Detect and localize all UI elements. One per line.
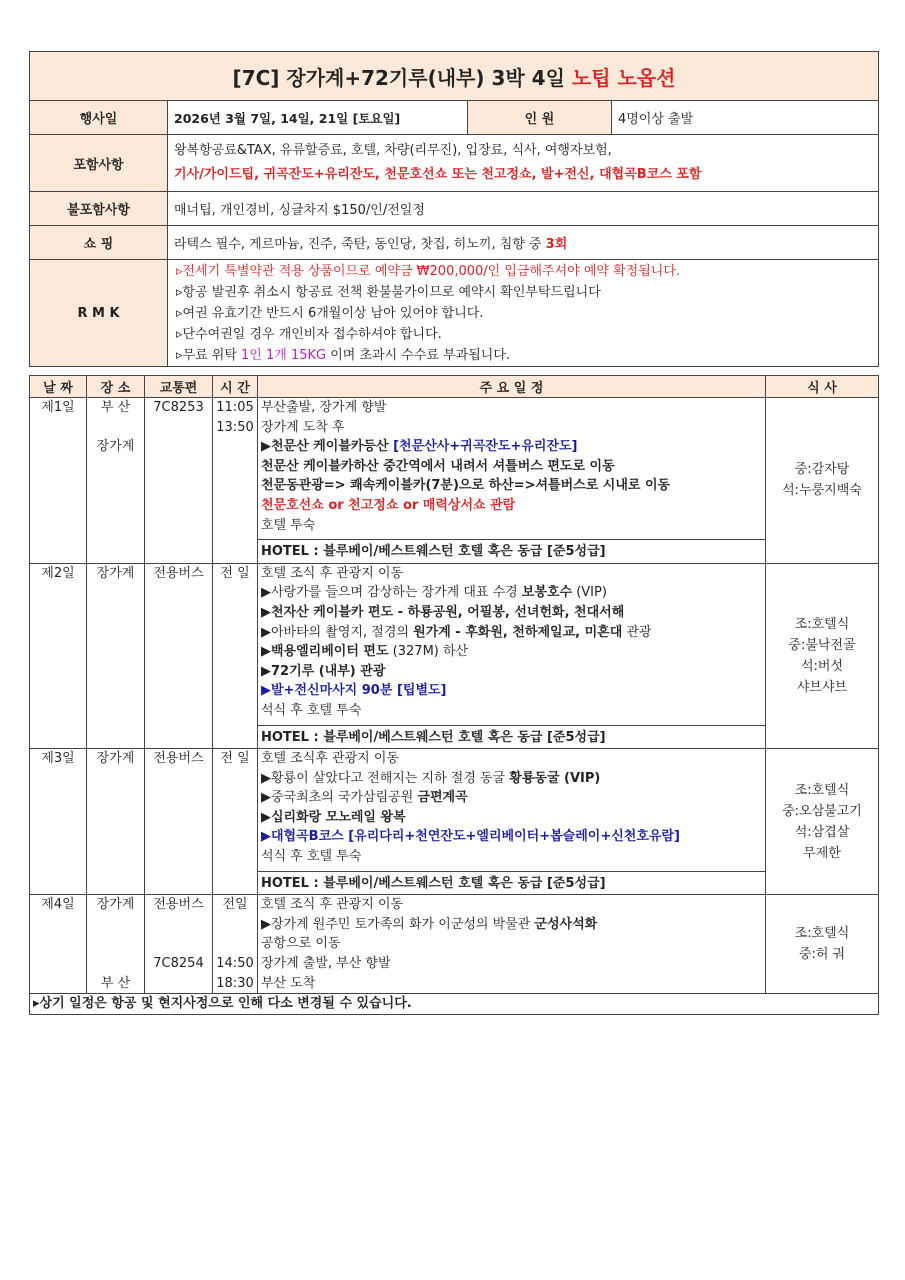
- day-4-row: [30, 895, 879, 994]
- day-2-place: 장가계: [87, 563, 145, 748]
- day-3-meal-breakfast: 조:호텔식: [794, 782, 850, 798]
- day-3-meal-lunch: 중:오삼불고기: [782, 803, 862, 819]
- day-1-line-3a: ▶천문산 케이블카등산: [261, 439, 394, 455]
- rmk-line-1: ▹전세기 특별약관 적용 상품이므로 예약금 ₩200,000/인 입금해주셔야 예약 확정됩니다.: [176, 263, 681, 279]
- day-4-line-2: [261, 915, 762, 935]
- day-3-hotel: HOTEL : 블루베이/베스트웨스턴 호텔 혹은 동급 [준5성급]: [258, 871, 765, 895]
- day-1-line-7: 호텔 투숙: [261, 517, 316, 533]
- rmk-line-4: ▹단수여권일 경우 개인비자 접수하셔야 합니다.: [176, 326, 442, 342]
- date-value: 2026년 3월 7일, 14일, 21일 [토요일]: [168, 101, 468, 135]
- day-2-meal: [766, 563, 879, 748]
- header-transport: 교통편: [145, 376, 213, 398]
- day-3-line-2a: ▶황룡이 살았다고 전해지는 지하 절경 동굴: [261, 770, 510, 786]
- day-3-line-5: ▶대협곡B코스 [유리다리+천연잔도+엘리베이터+봅슬레이+신천호유람]: [261, 829, 680, 845]
- day-4-time-allday: 전일: [222, 897, 248, 913]
- day-3-transport: 전용버스: [145, 749, 213, 895]
- day-3-place: 장가계: [87, 749, 145, 895]
- day-2-time: 전 일: [213, 563, 258, 748]
- day-2-meal-dinner: 석:버섯: [800, 658, 844, 674]
- day-4-meal-lunch: 중:허 궈: [798, 947, 846, 963]
- day-1-place: [87, 398, 145, 564]
- day-3-line-6: 석식 후 호텔 투숙: [261, 849, 362, 865]
- rmk-line-2: ▹항공 발권후 취소시 항공료 전책 환불불가이므로 예약시 확인부탁드립니다: [176, 284, 601, 300]
- day-3-line-1: 호텔 조식후 관광지 이동: [261, 751, 399, 767]
- day-4-line-4: 장가계 출발, 부산 향발: [261, 956, 391, 972]
- include-value: [168, 135, 879, 192]
- info-table: [29, 51, 879, 367]
- day-1-row: [30, 398, 879, 564]
- day-1-line-3b: [천문산사+귀곡잔도+유리잔도]: [393, 439, 578, 455]
- day-4-transport-flight: 7C8254: [153, 956, 204, 972]
- include-line-1: 왕복항공료&TAX, 유류할증료, 호텔, 차량(리무진), 입장료, 식사, 여행자보험,: [174, 143, 612, 158]
- day-2-line-5: [261, 642, 762, 662]
- day-4-meal: [766, 895, 879, 994]
- day-3-meal-dinner-2: 무제한: [803, 845, 841, 861]
- include-line-2: 기사/가이드팁, 귀곡잔도+유리잔도, 천문호선쇼 또는 천고정쇼, 발+전신, 대협곡B코스 포함: [174, 167, 702, 182]
- day-1-time-arrive: 13:50: [216, 419, 254, 435]
- day-2-line-3: ▶천자산 케이블카 편도 - 하룡공원, 어필봉, 선녀헌화, 천대서해: [261, 604, 625, 620]
- rmk-label: R M K: [30, 260, 168, 367]
- day-1-time: [213, 398, 258, 564]
- day-3-row: [30, 749, 879, 895]
- day-2-line-6: ▶72기루 (내부) 관광: [261, 663, 386, 679]
- shopping-label: 쇼 핑: [30, 226, 168, 260]
- exclude-value: 매너팁, 개인경비, 싱글차지 $150/인/전일정: [168, 192, 879, 226]
- day-4-time-arrive: 18:30: [216, 975, 254, 991]
- shopping-list: 라텍스 필수, 게르마늄, 진주, 죽탄, 동인당, 찻집, 히노끼, 침향 중: [174, 237, 542, 252]
- day-1-line-5: 천문동관광=> 쾌속케이블카(7분)으로 하산=>셔틀버스로 시내로 이동: [261, 478, 671, 494]
- day-2-row: [30, 563, 879, 748]
- shopping-value: [168, 226, 879, 260]
- itinerary-sheet: [29, 51, 879, 1015]
- day-4-line-2a: ▶장가계 원주민 토가족의 화가 이군성의 박물관: [261, 916, 535, 932]
- rmk-line-5: [176, 345, 872, 366]
- rmk-5-prefix: ▹무료 위탁: [176, 347, 242, 363]
- day-4-place: [87, 895, 145, 994]
- day-4-transport-bus: 전용버스: [153, 897, 204, 913]
- rmk-content: [168, 260, 879, 367]
- day-1-time-depart: 11:05: [216, 400, 254, 415]
- day-2-hotel: HOTEL : 블루베이/베스트웨스턴 호텔 혹은 동급 [준5성급]: [258, 725, 765, 749]
- day-1-meal-dinner: 석:누룽지백숙: [782, 483, 862, 499]
- day-3-meal-dinner: 석:삼겹살: [794, 824, 850, 840]
- day-2-line-5a: ▶백용엘리베이터 편도: [261, 644, 389, 660]
- day-2-line-1: 호텔 조식 후 관광지 이동: [261, 565, 404, 581]
- day-1-line-3: [261, 437, 762, 457]
- day-3-time: 전 일: [213, 749, 258, 895]
- day-1-date: 제1일: [30, 398, 87, 564]
- day-4-line-2b: 군성사석화: [534, 916, 598, 932]
- page-title: [30, 52, 879, 101]
- day-3-meal: [766, 749, 879, 895]
- day-2-line-7: ▶발+전신마사지 90분 [팁별도]: [261, 683, 447, 699]
- day-4-meal-breakfast: 조:호텔식: [794, 926, 850, 942]
- day-3-line-2: [261, 769, 762, 789]
- day-1-itinerary: [258, 398, 766, 564]
- day-1-transport: 7C8253: [145, 398, 213, 564]
- day-2-itinerary: [258, 563, 766, 748]
- day-2-line-2b: 보봉호수: [521, 585, 573, 601]
- day-1-hotel: HOTEL : 블루베이/베스트웨스턴 호텔 혹은 동급 [준5성급]: [258, 539, 765, 563]
- day-2-line-4a: ▶아바타의 촬영지, 절경의: [261, 624, 414, 640]
- day-3-line-2b: 황룡동굴 (VIP): [509, 770, 601, 786]
- header-date: 날 짜: [30, 376, 87, 398]
- day-3-date: 제3일: [30, 749, 87, 895]
- header-itinerary: 주 요 일 정: [258, 376, 766, 398]
- day-2-line-8: 석식 후 호텔 투숙: [261, 702, 362, 718]
- day-1-meal-lunch: 중:감자탕: [794, 462, 850, 478]
- day-2-meal-dinner-2: 샤브샤브: [796, 679, 848, 695]
- day-3-line-3a: ▶중국최초의 국가삼림공원: [261, 790, 418, 806]
- day-1-meal: [766, 398, 879, 564]
- day-1-place-departure: 부 산: [100, 400, 131, 415]
- rmk-5-suffix: 이며 초과시 수수료 부과됩니다.: [326, 347, 511, 363]
- day-1-place-arrival: 장가계: [96, 439, 135, 455]
- day-3-line-3b: 금편계곡: [417, 790, 468, 806]
- header-place: 장 소: [87, 376, 145, 398]
- header-meal: 식 사: [766, 376, 879, 398]
- day-4-line-1: 호텔 조식 후 관광지 이동: [261, 897, 404, 913]
- day-1-line-1: 부산출발, 장가계 향발: [261, 400, 387, 415]
- shopping-count: 3회: [545, 237, 568, 252]
- day-1-line-4: 천문산 케이블카하산 중간역에서 내려서 셔틀버스 편도로 이동: [261, 458, 615, 474]
- title-main: [7C] 장가계+72기루(내부) 3박 4일: [232, 65, 565, 90]
- day-2-line-4c: 관광: [622, 624, 652, 640]
- day-4-itinerary: [258, 895, 766, 994]
- schedule-table: [29, 375, 879, 1015]
- day-2-meal-lunch: 중:불낙전골: [788, 637, 856, 653]
- date-label: 행사일: [30, 101, 168, 135]
- day-2-date: 제2일: [30, 563, 87, 748]
- people-value: 4명이상 출발: [612, 101, 879, 135]
- day-2-line-4: [261, 623, 762, 643]
- day-4-time: [213, 895, 258, 994]
- day-1-line-6: 천문호선쇼 or 천고정쇼 or 매력상서쇼 관람: [261, 497, 516, 513]
- day-3-line-4: ▶십리화랑 모노레일 왕복: [261, 809, 406, 825]
- day-4-date: 제4일: [30, 895, 87, 994]
- day-2-line-4b: 원가계 - 후화원, 천하제일교, 미혼대: [413, 624, 623, 640]
- day-4-time-depart: 14:50: [216, 956, 254, 972]
- day-2-transport: 전용버스: [145, 563, 213, 748]
- title-highlight: 노팁 노옵션: [571, 65, 676, 90]
- rmk-line-3: ▹여권 유효기간 반드시 6개월이상 남아 있어야 합니다.: [176, 305, 484, 321]
- day-2-meal-breakfast: 조:호텔식: [794, 616, 850, 632]
- day-4-place-start: 장가계: [96, 897, 135, 913]
- day-2-line-2c: (VIP): [572, 585, 607, 601]
- day-4-line-5: 부산 도착: [261, 975, 316, 991]
- day-1-line-2: 장가계 도착 후: [261, 419, 345, 435]
- day-2-line-2a: ▶사랑가를 들으며 감상하는 장가계 대표 수경: [261, 585, 522, 601]
- day-4-transport: [145, 895, 213, 994]
- exclude-label: 불포함사항: [30, 192, 168, 226]
- footnote: ▸상기 일정은 항공 및 현지사정으로 인해 다소 변경될 수 있습니다.: [30, 994, 879, 1015]
- day-2-line-5b: (327M) 하산: [388, 644, 469, 660]
- day-3-itinerary: [258, 749, 766, 895]
- day-4-line-3: 공항으로 이동: [261, 936, 341, 952]
- day-3-line-3: [261, 788, 762, 808]
- people-label: 인 원: [468, 101, 612, 135]
- rmk-5-allowance: 1인 1개 15KG: [241, 347, 327, 363]
- day-4-place-end: 부 산: [100, 975, 131, 991]
- day-2-line-2: [261, 583, 762, 603]
- include-label: 포함사항: [30, 135, 168, 192]
- header-time: 시 간: [213, 376, 258, 398]
